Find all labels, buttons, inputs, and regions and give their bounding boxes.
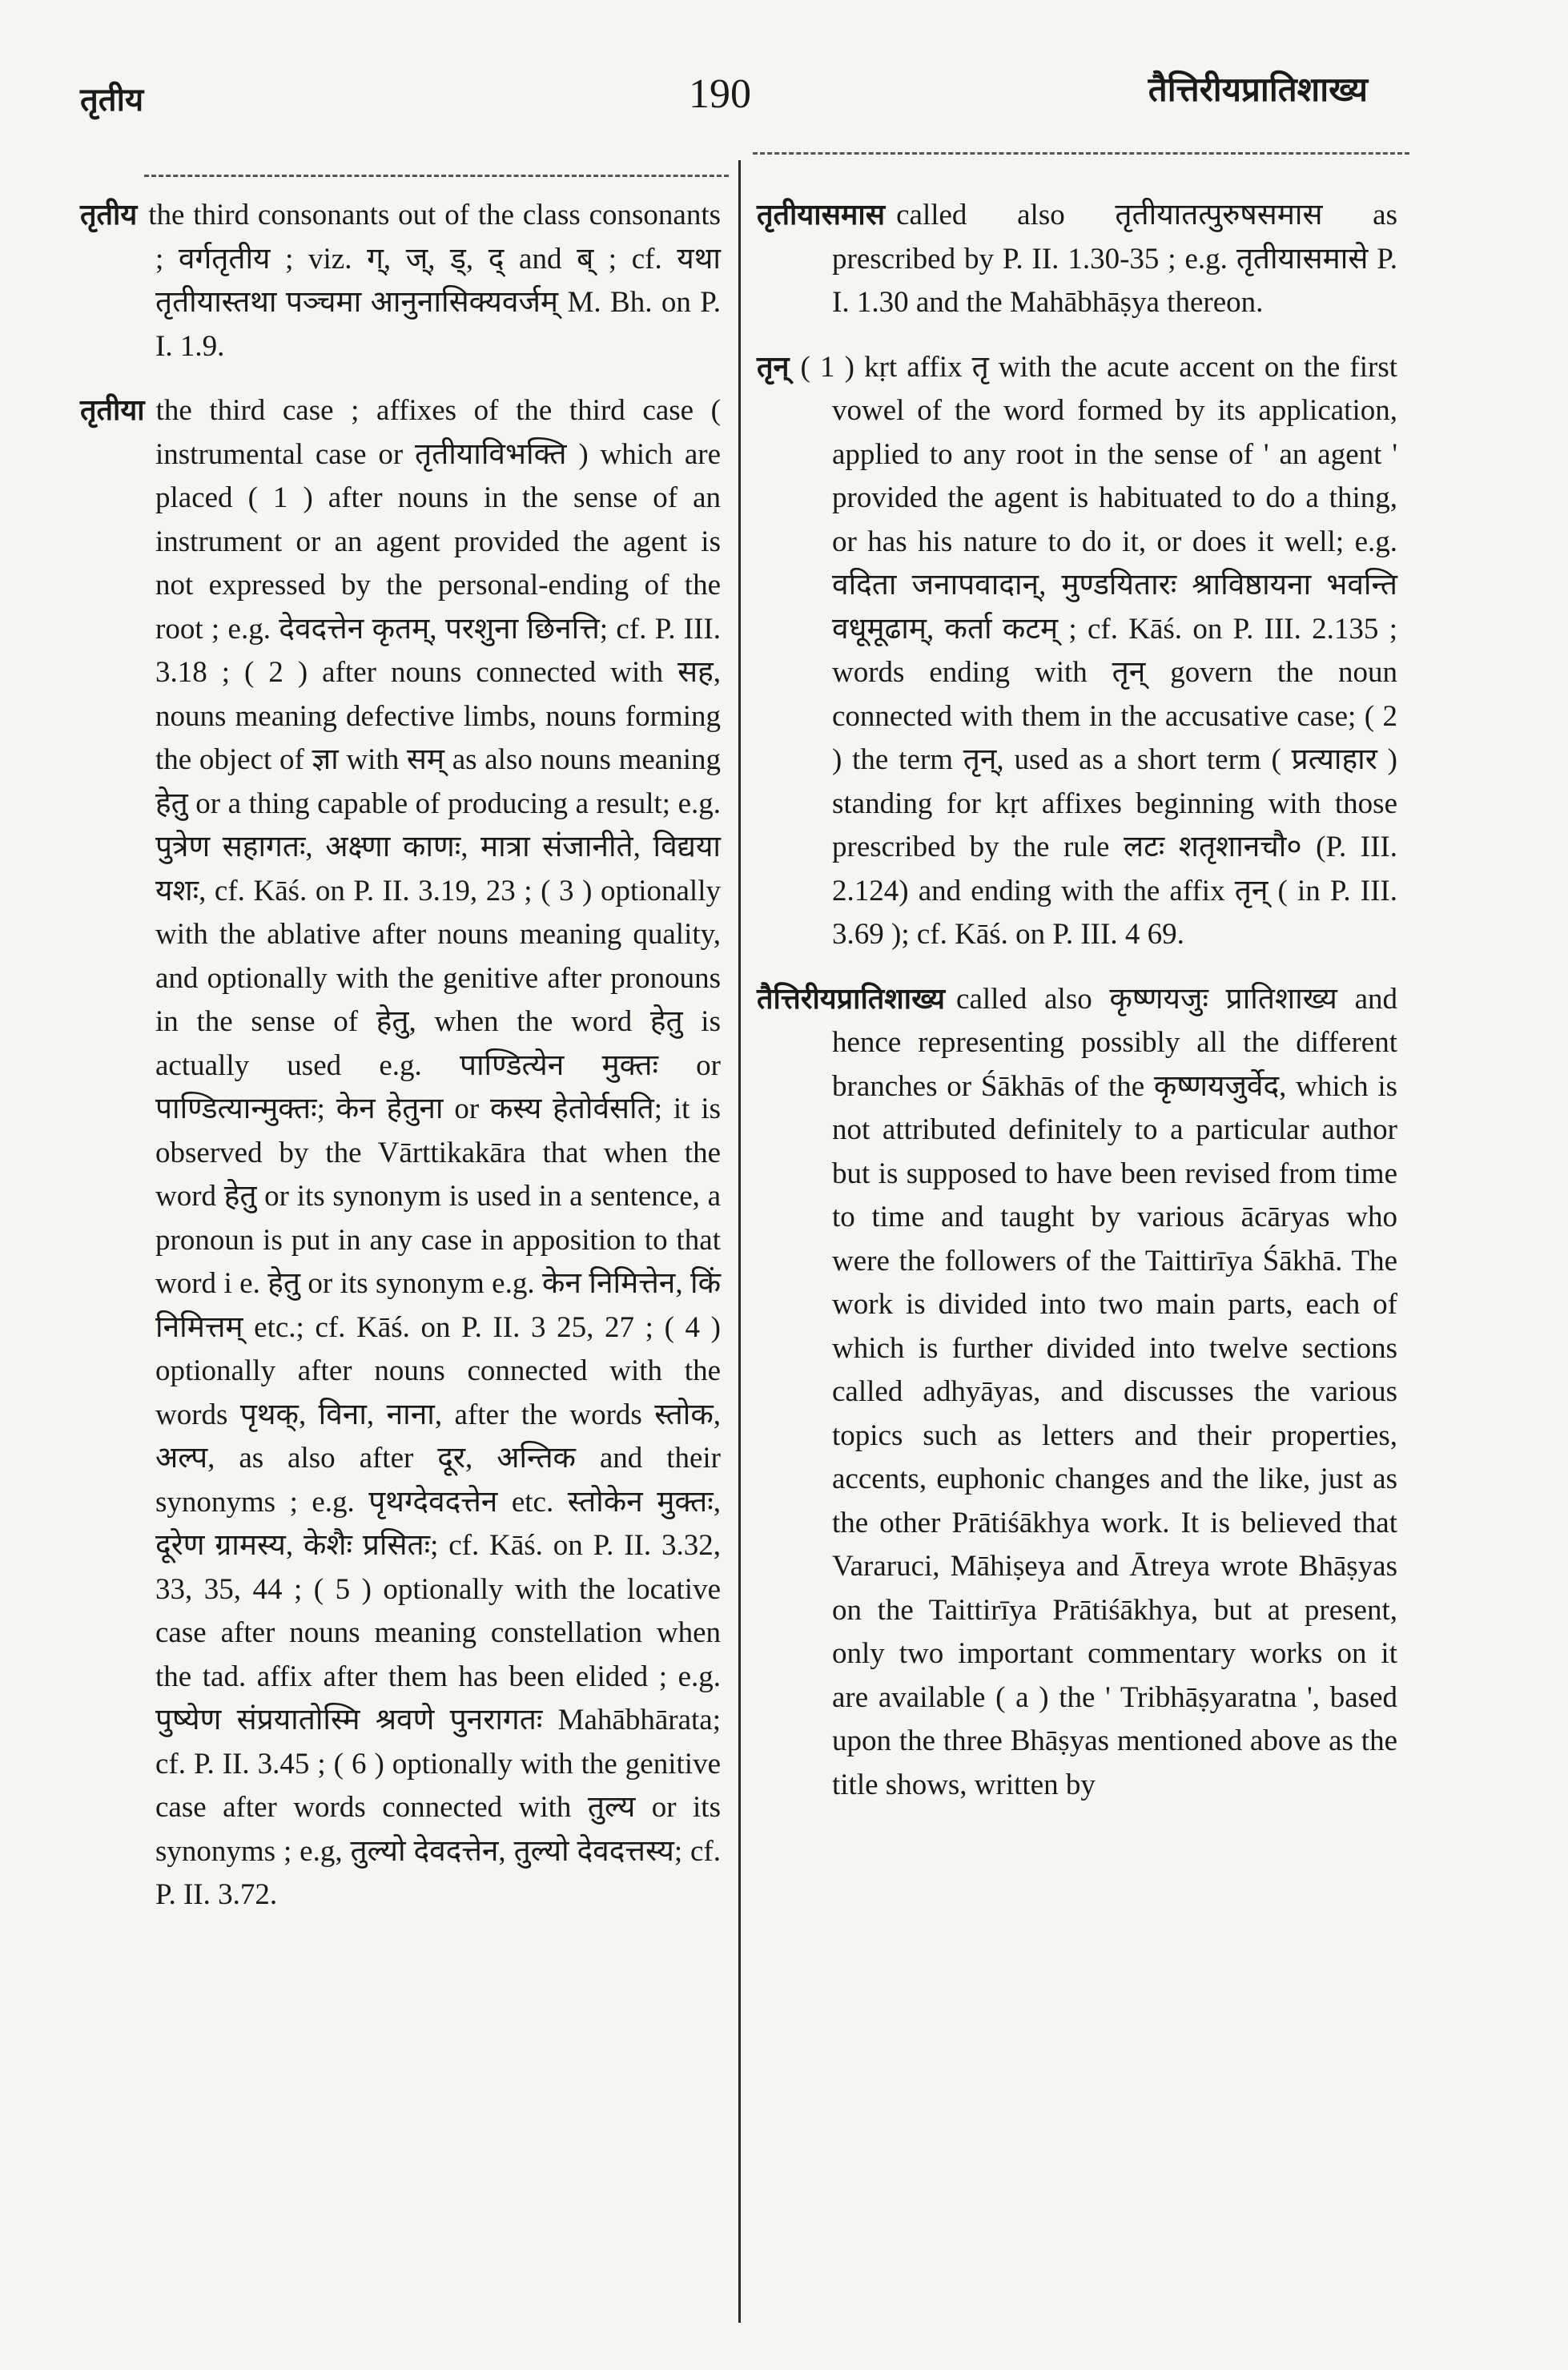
dictionary-entry: [757, 978, 1397, 1808]
page-header: [0, 0, 1568, 160]
entry-headword: तृतीयासमास: [757, 199, 886, 231]
entry-definition: called also कृष्णयजुः प्रातिशाख्य and hence representing possibly all the different branches or Śākhās of the कृष्णयजुर्वेद, which is not attributed definitely to a particular author but is supposed to have been revised from time to time and taught by various ācāryas who were the followers of the Taittirīya Śākhā. The work is divided into two main parts, each of which is further divided into twelve sections called adhyāyas, and discusses the various topics such as letters and their properties, accents, euphonic changes and the like, just as the other Prātiśākhya work. It is believed that Vararuci, Māhiṣeya and Ātreya wrote Bhāṣyas on the Taittirīya Prātiśākhya, but at present, only two important commentary works on it are available ( a ) the ' Tribhāṣyaratna ', based upon the three Bhāṣyas mentioned above as the title shows, written by: [832, 982, 1397, 1801]
entry-definition: called also तृतीयातत्पुरुषसमास as prescribed by P. II. 1.30-35 ; e.g. तृतीयासमासे P. I. 1.30 and the Mahābhāṣya thereon.: [832, 199, 1397, 319]
dictionary-entry: [757, 194, 1397, 325]
running-head-right: तैत्तिरीयप्रातिशाख्य: [1148, 70, 1368, 109]
header-rule-right: [753, 152, 1409, 155]
right-column: [757, 194, 1397, 1828]
running-head-left: तृतीय: [80, 81, 144, 119]
dictionary-entry: [757, 346, 1397, 957]
header-rule-left: [144, 175, 729, 177]
left-column: [80, 194, 721, 1938]
entry-definition: the third consonants out of the class consonants ; वर्गतृतीय ; viz. ग्, ज्, ड्, द् and ब् ; cf. यथा तृतीयास्तथा पञ्चमा आनुनासिक्यवर्जम् M. Bh. on P. I. 1.9.: [148, 199, 721, 363]
entry-headword: तृतीया: [80, 394, 145, 427]
dictionary-entry: [80, 194, 721, 368]
entry-headword: तैत्तिरीयप्रातिशाख्य: [757, 982, 946, 1016]
entry-headword: तृतीय: [80, 199, 138, 231]
entry-definition: ( 1 ) kṛt affix तृ with the acute accent on the first vowel of the word formed by its application, applied to any root in the sense of ' an agent ' provided the agent is habituated to do a thing, or has his nature to do it, or does it well; e.g. वदिता जनापवादान्, मुण्डयितारः श्राविष्ठायना भवन्ति वधूमूढाम्, कर्ता कटम् ; cf. Kāś. on P. III. 2.135 ; words ending with तृन् govern the noun connected with them in the accusative case; ( 2 ) the term तृन्, used as a short term ( प्रत्याहार ) standing for kṛt affixes beginning with those prescribed by the rule लटः शतृशानचौ० (P. III. 2.124) and ending with the affix तृन् ( in P. III. 3.69 ); cf. Kāś. on P. III. 4 69.: [800, 350, 1397, 951]
entry-headword: तृन्: [757, 350, 790, 384]
dictionary-entry: [80, 389, 721, 1917]
entry-definition: the third case ; affixes of the third case ( instrumental case or तृतीयाविभक्ति ) which are placed ( 1 ) after nouns in the sense of an instrument or an agent provided the agent is not expressed by the personal-ending of the root ; e.g. देवदत्तेन कृतम्, परशुना छिनत्ति; cf. P. III. 3.18 ; ( 2 ) after nouns connected with सह, nouns meaning defective limbs, nouns forming the object of ज्ञा with सम् as also nouns meaning हेतु or a thing capable of producing a result; e.g. पुत्रेण सहागतः, अक्ष्णा काणः, मात्रा संजानीते, विद्यया यशः, cf. Kāś. on P. II. 3.19, 23 ; ( 3 ) optionally with the ablative after nouns meaning quality, and optionally with the genitive after pronouns in the sense of हेतु, when the word हेतु is actually used e.g. पाण्डित्येन मुक्तः or पाण्डित्यान्मुक्तः; केन हेतुना or कस्य हेतोर्वसति; it is observed by the Vārttikakāra that when the word हेतु or its synonym is used in a sentence, a pronoun is put in any case in apposition to that word i e. हेतु or its synonym e.g. केन निमित्तेन, किं निमित्तम् etc.; cf. Kāś. on P. II. 3 25, 27 ; ( 4 ) optionally after nouns connected with the words पृथक्, विना, नाना, after the words स्तोक, अल्प, as also after दूर, अन्तिक and their synonyms ; e.g. पृथग्देवदत्तेन etc. स्तोकेन मुक्तः, दूरेण ग्रामस्य, केशैः प्रसितः; cf. Kāś. on P. II. 3.32, 33, 35, 44 ; ( 5 ) optionally with the locative case after nouns meaning constellation when the tad. affix after them has been elided ; e.g. पुष्येण संप्रयातोस्मि श्रवणे पुनरागतः Mahābhārata; cf. P. II. 3.45 ; ( 6 ) optionally with the genitive case after words connected with तुल्य or its synonyms ; e.g, तुल्यो देवदत्तेन, तुल्यो देवदत्तस्य; cf. P. II. 3.72.: [155, 394, 721, 1911]
page-number: 190: [689, 71, 751, 117]
column-divider: [738, 160, 741, 2323]
